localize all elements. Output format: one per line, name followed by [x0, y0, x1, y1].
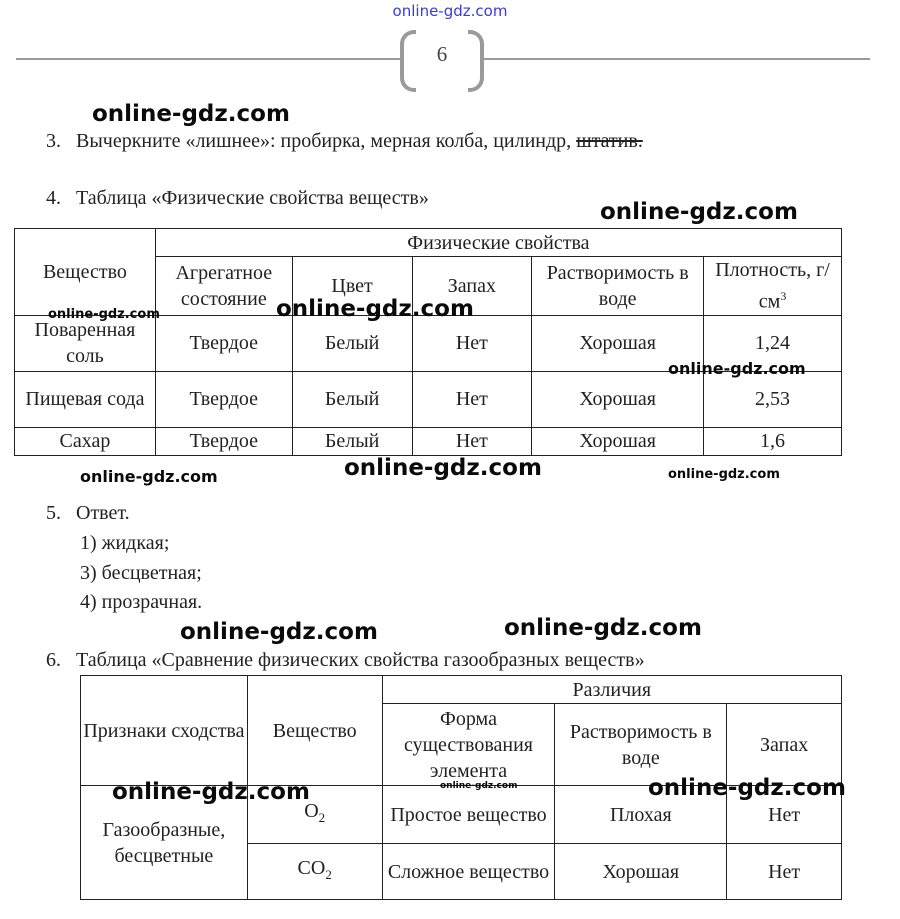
task4-title: Таблица «Физические свойства веществ»: [76, 187, 429, 209]
cell-similarity: Газообразные, бесцветные: [81, 786, 248, 900]
cell-state: Твердое: [155, 427, 292, 455]
header-similarity: Признаки сходства: [81, 676, 248, 786]
page-number: 6: [436, 42, 448, 66]
header-substance: Вещество: [15, 229, 156, 316]
watermark: online-gdz.com: [48, 307, 160, 322]
cell-solubility: Хорошая: [555, 844, 727, 900]
cell-substance: $O_2$: [247, 786, 382, 844]
task4-heading: [46, 186, 429, 210]
cell-solubility: Плохая: [555, 786, 727, 844]
watermark: online-gdz.com: [504, 615, 702, 641]
cell-smell: Нет: [412, 427, 532, 455]
cell-state: Твердое: [155, 371, 292, 427]
header-smell: Запах: [727, 704, 842, 786]
cell-solubility: Хорошая: [532, 315, 704, 371]
physical-properties-table: [14, 228, 842, 456]
cell-density: 1,6: [704, 427, 842, 455]
cell-density: 2,53: [704, 371, 842, 427]
header-substance: Вещество: [247, 676, 382, 786]
watermark: online-gdz.com: [112, 779, 310, 805]
watermark: online-gdz.com: [92, 101, 290, 127]
task5-item: 4) прозрачная.: [80, 591, 203, 613]
task3-line: [46, 129, 643, 153]
task3-number: 3.: [46, 130, 61, 152]
cell-form: Простое вещество: [382, 786, 555, 844]
task5-item: 1) жидкая;: [80, 532, 170, 554]
cell-form: Сложное вещество: [382, 844, 555, 900]
task3-struck-word: штатив.: [576, 130, 643, 152]
watermark: online-gdz.com: [180, 619, 378, 645]
cell-color: Белый: [292, 315, 412, 371]
cell-color: Белый: [292, 427, 412, 455]
header-form: Форма существования элемента: [382, 704, 555, 786]
watermark: online-gdz.com: [600, 199, 798, 225]
header-solubility: Растворимость в воде: [555, 704, 727, 786]
header-rule-left: [16, 58, 400, 60]
cell-smell: Нет: [727, 844, 842, 900]
cell-substance: Пищевая сода: [15, 371, 156, 427]
cell-density: 1,24: [704, 315, 842, 371]
task5-heading: [46, 501, 130, 525]
cell-state: Твердое: [155, 315, 292, 371]
task5-item: 3) бесцветная;: [80, 562, 202, 584]
header-physical-properties: Физические свойства: [155, 229, 841, 257]
table-row: [15, 427, 842, 455]
task6-title: Таблица «Сравнение физических свойства газообразных веществ»: [76, 649, 645, 671]
watermark: online-gdz.com: [668, 359, 806, 378]
watermark: online-gdz.com: [276, 296, 474, 322]
task5-title: Ответ.: [76, 502, 130, 524]
table-row: [15, 371, 842, 427]
header-state: Агрегатное состояние: [155, 257, 292, 316]
watermark: online-gdz.com: [648, 775, 846, 801]
task3-text: Вычеркните «лишнее»: пробирка, мерная колба, цилиндр,: [76, 130, 577, 152]
task6-number: 6.: [46, 649, 61, 671]
cell-smell: Нет: [412, 315, 532, 371]
task5-number: 5.: [46, 502, 61, 524]
cell-smell: Нет: [412, 371, 532, 427]
cell-substance: Сахар: [15, 427, 156, 455]
cell-substance: $CO_2$: [247, 844, 382, 900]
task6-heading: [46, 648, 645, 672]
watermark: online-gdz.com: [440, 781, 518, 791]
site-watermark: online-gdz.com: [392, 2, 508, 20]
cell-solubility: Хорошая: [532, 427, 704, 455]
header-color: Цвет: [292, 257, 412, 316]
header-rule-right: [484, 58, 870, 60]
watermark: online-gdz.com: [668, 467, 780, 482]
cell-solubility: Хорошая: [532, 371, 704, 427]
cell-substance: Поваренная соль: [15, 315, 156, 371]
header-smell: Запах: [412, 257, 532, 316]
cell-smell: Нет: [727, 786, 842, 844]
cell-color: Белый: [292, 371, 412, 427]
header-density: Плотность, $г/см^3$: [704, 257, 842, 316]
watermark: online-gdz.com: [80, 467, 218, 486]
task4-number: 4.: [46, 187, 61, 209]
header-differences: Различия: [382, 676, 841, 704]
header-solubility: Растворимость в воде: [532, 257, 704, 316]
watermark: online-gdz.com: [344, 455, 542, 481]
